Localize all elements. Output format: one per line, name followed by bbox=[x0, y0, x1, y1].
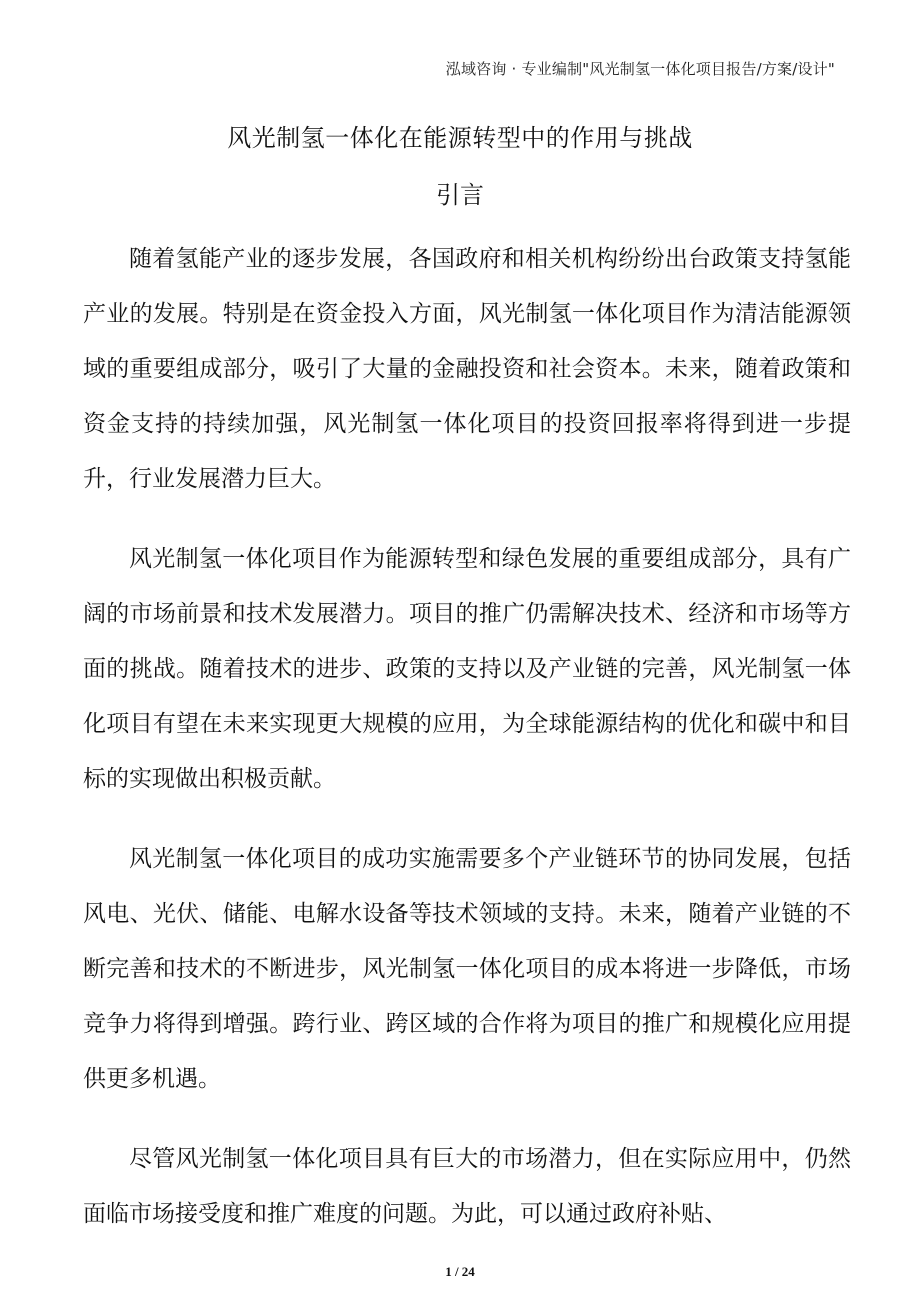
paragraph-3: 风光制氢一体化项目的成功实施需要多个产业链环节的协同发展，包括风电、光伏、储能、电解水设备等技术领域的支持。未来，随着产业链的不断完善和技术的不断进步，风光制氢一体化项目的成本将进一步降低，市场竞争力将得到增强。跨行业、跨区域的合作将为项目的推广和规模化应用提供更多机遇。 bbox=[83, 846, 851, 1092]
paragraph-1: 随着氢能产业的逐步发展，各国政府和相关机构纷纷出台政策支持氢能产业的发展。特别是在资金投入方面，风光制氢一体化项目作为清洁能源领域的重要组成部分，吸引了大量的金融投资和社会资本。未来，随着政策和资金支持的持续加强，风光制氢一体化项目的投资回报率将得到进一步提升，行业发展潜力巨大。 bbox=[83, 246, 851, 492]
header-note: 泓域咨询 · 专业编制"风光制氢一体化项目报告/方案/设计" bbox=[445, 60, 835, 78]
page-number: 1 / 24 bbox=[445, 1264, 475, 1279]
document-title: 风光制氢一体化在能源转型中的作用与挑战 bbox=[227, 124, 693, 152]
paragraph-4: 尽管风光制氢一体化项目具有巨大的市场潜力，但在实际应用中，仍然面临市场接受度和推广难度的问题。为此，可以通过政府补贴、 bbox=[83, 1146, 851, 1227]
paragraph-2: 风光制氢一体化项目作为能源转型和绿色发展的重要组成部分，具有广阔的市场前景和技术发展潜力。项目的推广仍需解决技术、经济和市场等方面的挑战。随着技术的进步、政策的支持以及产业链的完善，风光制氢一体化项目有望在未来实现更大规模的应用，为全球能源结构的优化和碳中和目标的实现做出积极贡献。 bbox=[83, 546, 851, 792]
body-text bbox=[83, 232, 851, 1267]
section-heading: 引言 bbox=[436, 181, 484, 209]
